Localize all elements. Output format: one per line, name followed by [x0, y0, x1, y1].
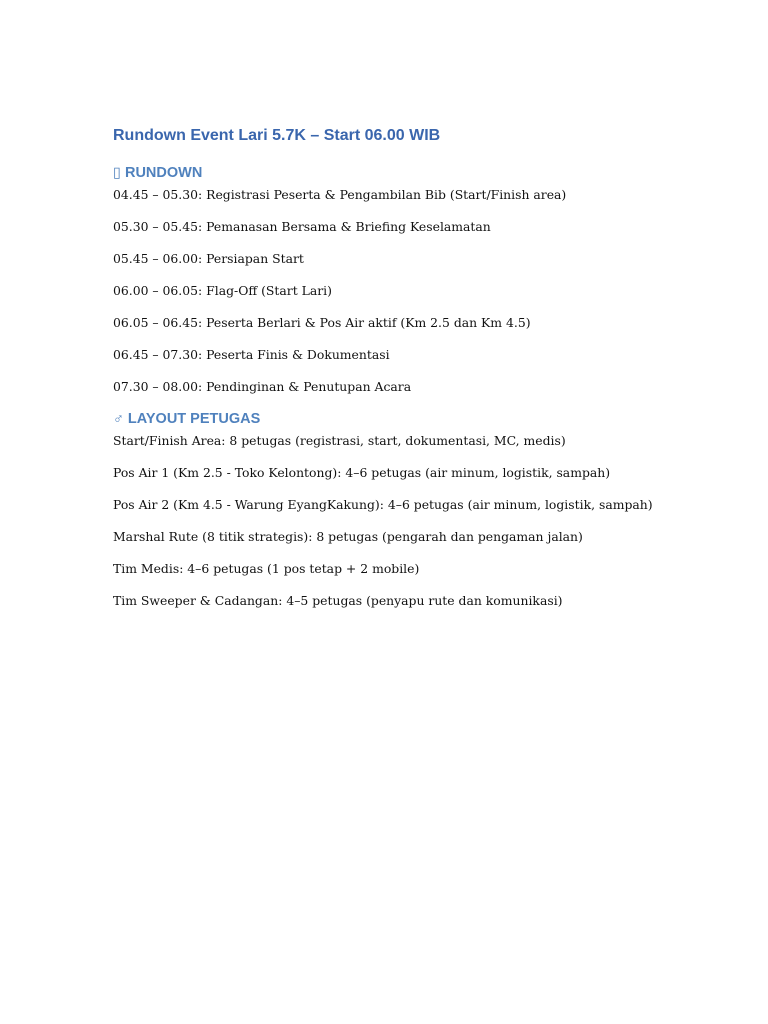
rundown-item: 04.45 – 05.30: Registrasi Peserta & Pengambilan Bib (Start/Finish area): [113, 187, 567, 202]
rundown-item: 05.30 – 05.45: Pemanasan Bersama & Briefing Keselamatan: [113, 219, 491, 234]
rundown-heading: [113, 162, 733, 184]
staff-item: Start/Finish Area: 8 petugas (registrasi, start, dokumentasi, MC, medis): [113, 433, 566, 448]
rundown-item: 05.45 – 06.00: Persiapan Start: [113, 251, 304, 266]
layout-petugas-heading: [113, 408, 733, 430]
staff-item: Pos Air 1 (Km 2.5 - Toko Kelontong): 4–6 petugas (air minum, logistik, sampah): [113, 465, 611, 480]
staff-item: Pos Air 2 (Km 4.5 - Warung EyangKakung): 4–6 petugas (air minum, logistik, sampah): [113, 497, 653, 512]
rundown-item: 06.00 – 06.05: Flag-Off (Start Lari): [113, 283, 332, 298]
staff-item: Tim Medis: 4–6 petugas (1 pos tetap + 2 mobile): [113, 561, 420, 576]
rundown-item: 06.05 – 06.45: Peserta Berlari & Pos Air aktif (Km 2.5 dan Km 4.5): [113, 315, 531, 330]
staff-item: Tim Sweeper & Cadangan: 4–5 petugas (penyapu rute dan komunikasi): [113, 593, 563, 608]
missing-glyph-icon: ▯: [113, 165, 121, 181]
rundown-heading-label: RUNDOWN: [124, 165, 203, 181]
document-page: [113, 124, 733, 622]
layout-heading-label: LAYOUT PETUGAS: [127, 411, 261, 427]
rundown-item: 06.45 – 07.30: Peserta Finis & Dokumentasi: [113, 347, 390, 362]
staff-item: Marshal Rute (8 titik strategis): 8 petugas (pengarah dan pengaman jalan): [113, 529, 583, 544]
rundown-item: 07.30 – 08.00: Pendinginan & Penutupan Acara: [113, 379, 412, 394]
male-sign-icon: ♂: [113, 411, 124, 427]
document-title: Rundown Event Lari 5.7K – Start 06.00 WIB: [113, 127, 441, 144]
